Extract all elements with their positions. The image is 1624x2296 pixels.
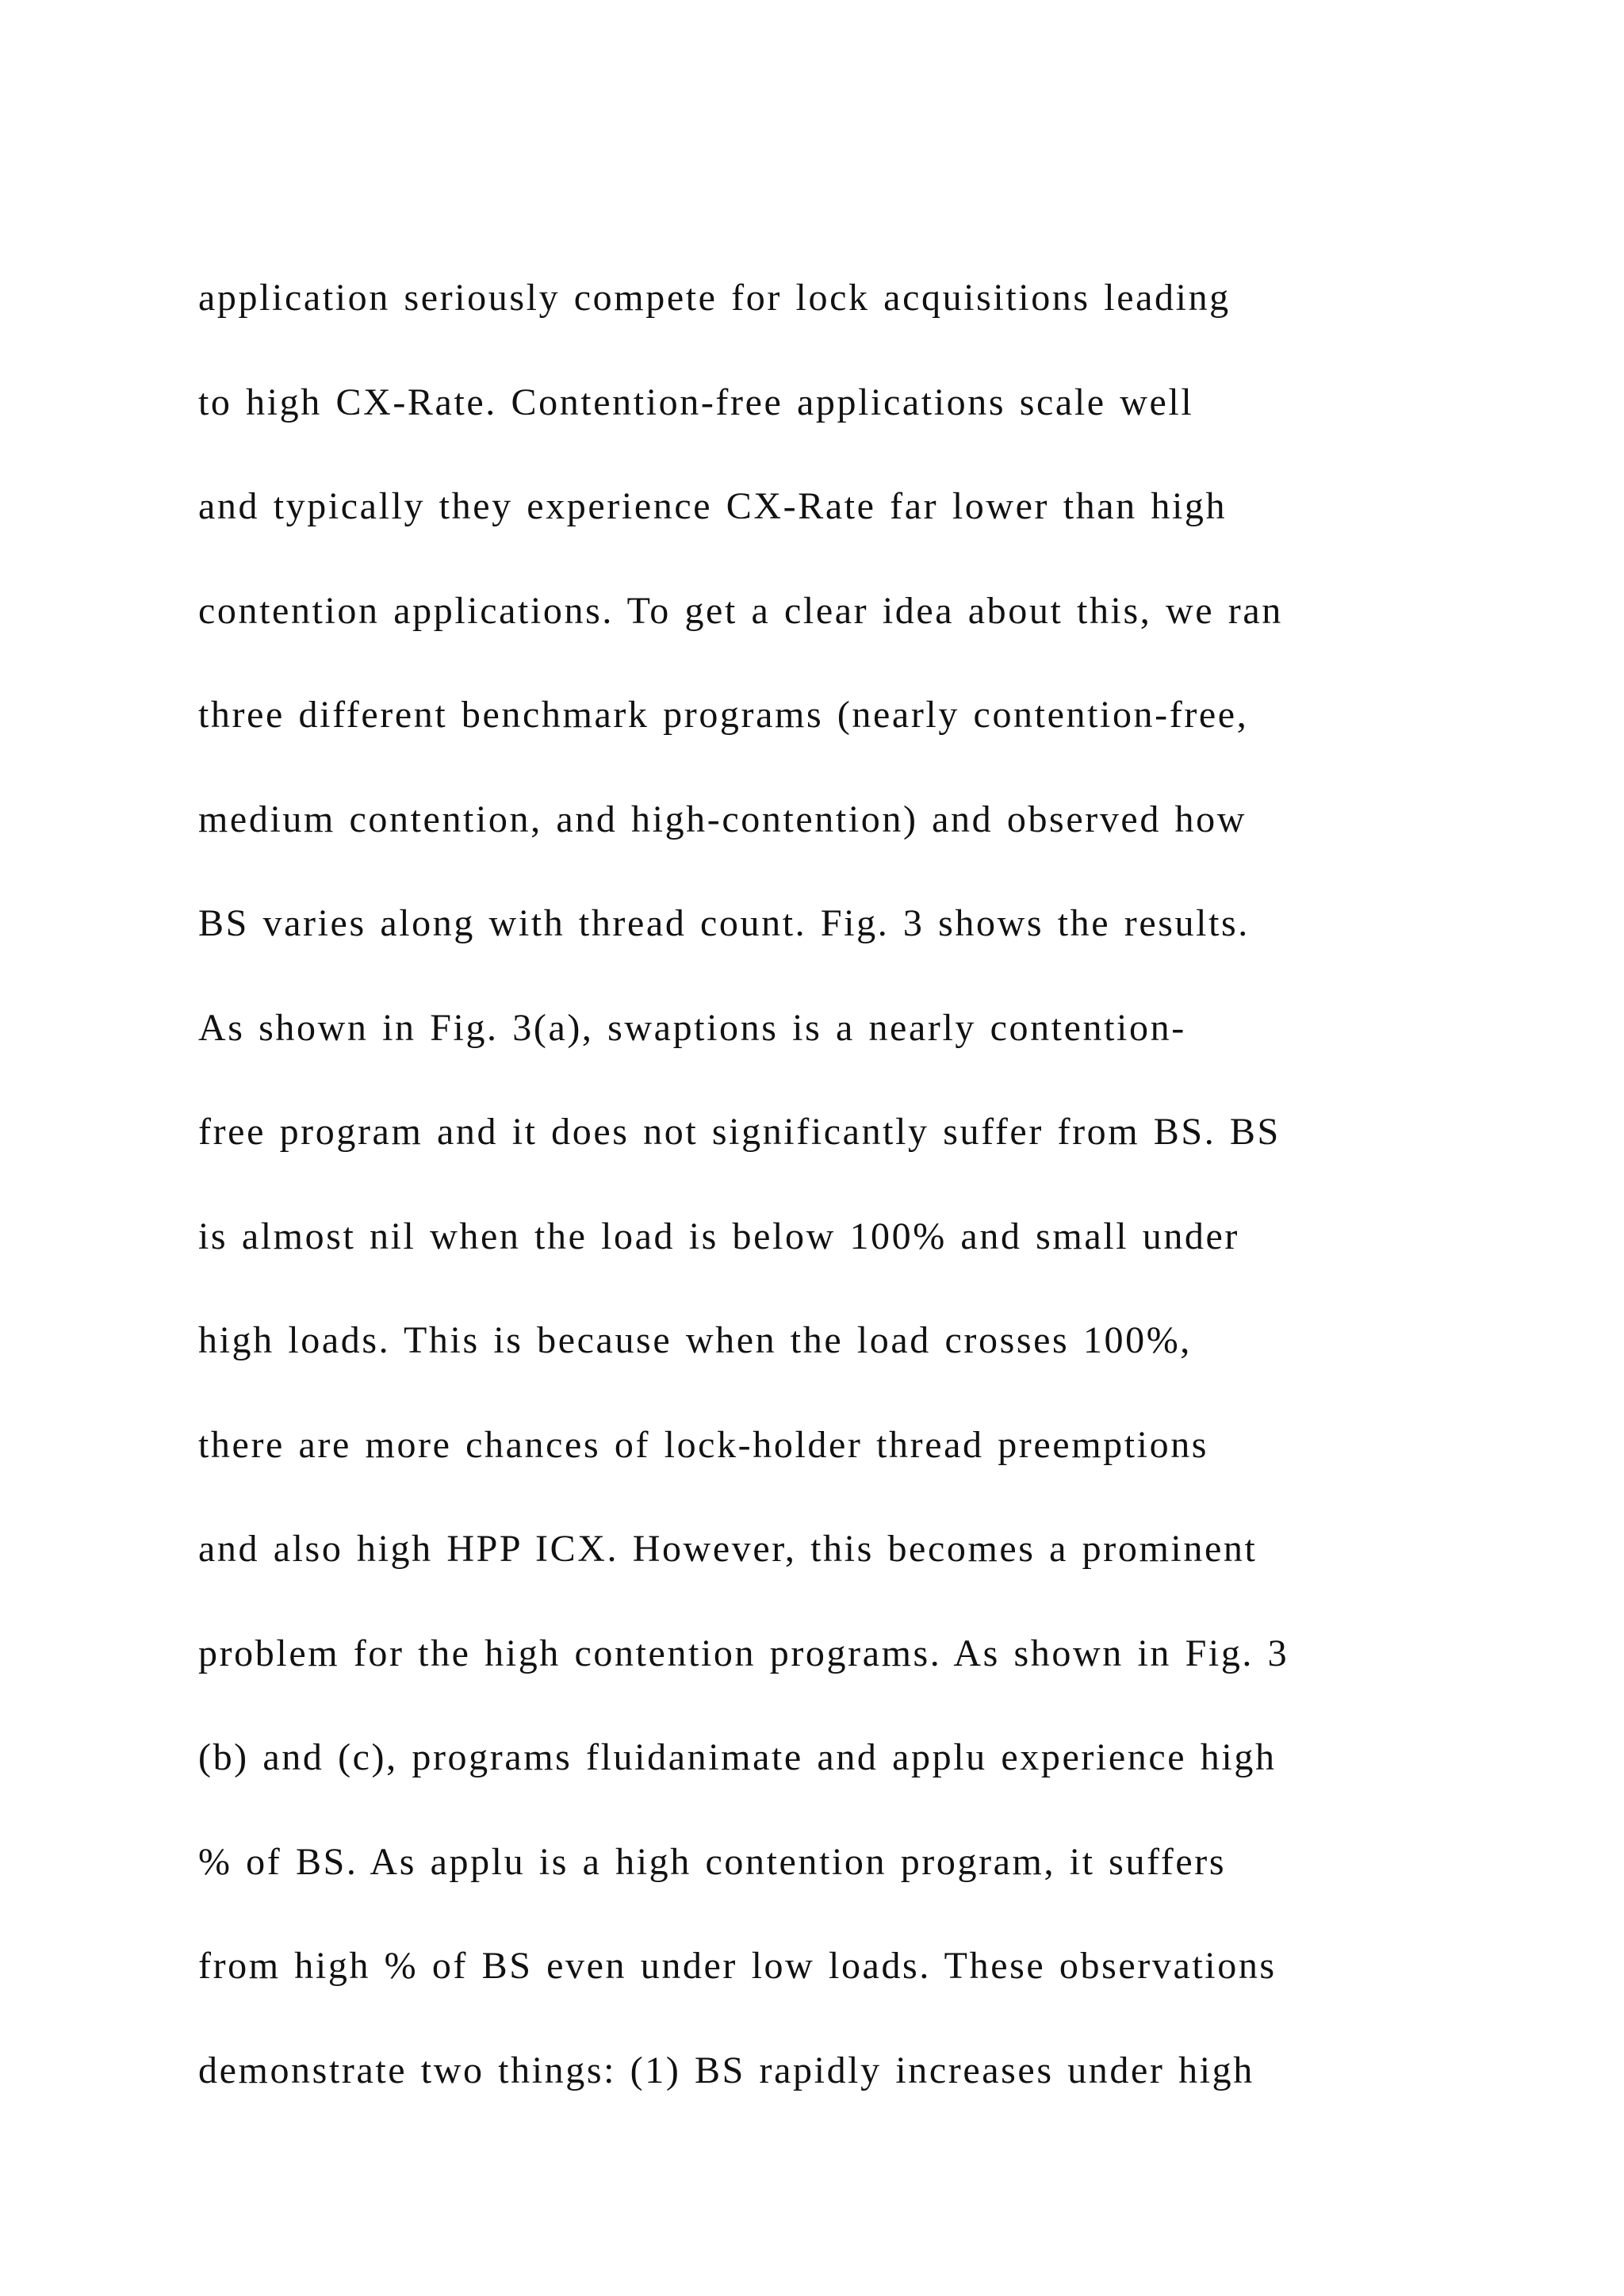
text-line: from high % of BS even under low loads. These observations <box>198 1945 1277 1987</box>
text-line: demonstrate two things: (1) BS rapidly increases under high <box>198 2049 1254 2091</box>
text-line: problem for the high contention programs. As shown in Fig. 3 <box>198 1632 1289 1674</box>
text-line: and also high HPP ICX. However, this becomes a prominent <box>198 1528 1258 1570</box>
text-line: application seriously compete for lock acquisitions leading <box>198 277 1231 319</box>
text-line: is almost nil when the load is below 100% and small under <box>198 1215 1240 1257</box>
text-line: free program and it does not significantly suffer from BS. BS <box>198 1111 1281 1153</box>
text-line: medium contention, and high-contention) and observed how <box>198 798 1247 840</box>
body-text <box>198 246 1435 2122</box>
text-line: (b) and (c), programs fluidanimate and applu experience high <box>198 1736 1277 1778</box>
text-line: there are more chances of lock-holder thread preemptions <box>198 1423 1209 1466</box>
text-line: three different benchmark programs (nearly contention-free, <box>198 694 1249 736</box>
text-line: % of BS. As applu is a high contention program, it suffers <box>198 1840 1227 1883</box>
text-line: and typically they experience CX-Rate far lower than high <box>198 485 1228 527</box>
text-line: BS varies along with thread count. Fig. 3 shows the results. <box>198 902 1250 944</box>
text-line: high loads. This is because when the load crosses 100%, <box>198 1319 1192 1361</box>
text-line: As shown in Fig. 3(a), swaptions is a nearly contention- <box>198 1006 1186 1049</box>
text-line: to high CX-Rate. Contention-free applications scale well <box>198 381 1194 423</box>
text-line: contention applications. To get a clear idea about this, we ran <box>198 589 1283 632</box>
